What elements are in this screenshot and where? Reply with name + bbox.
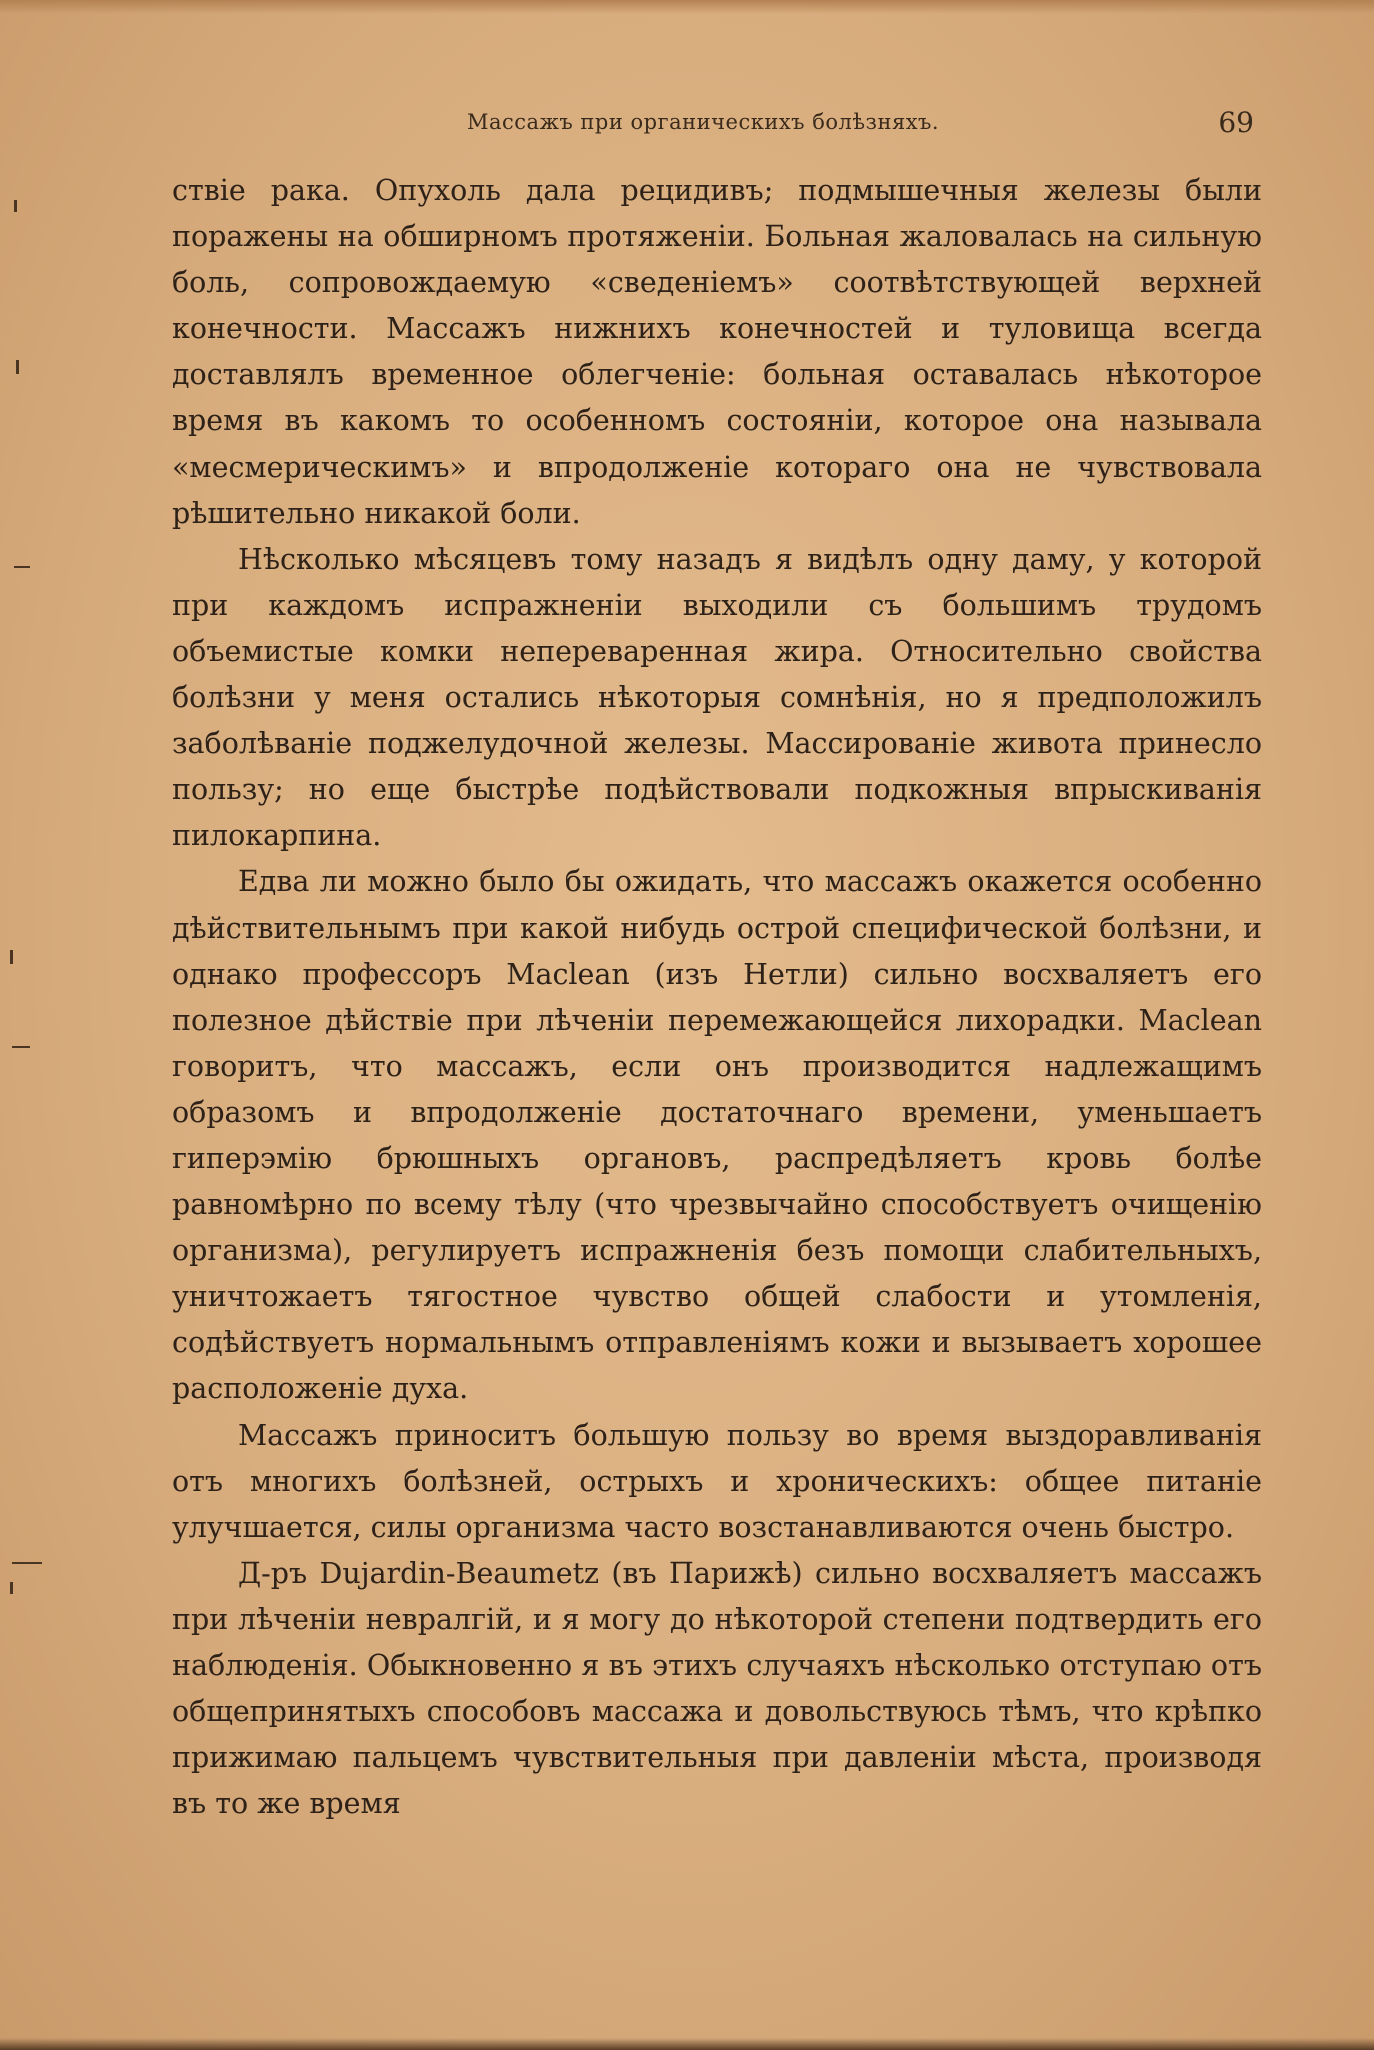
page-header [172,108,1262,142]
paragraph: Нѣсколько мѣсяцевъ тому назадъ я видѣлъ одну даму, у которой при каждомъ испражненіи выходили съ большимъ трудомъ объемистые комки непереваренная жира. Относительно свойства болѣзни у меня остались нѣкоторыя сомнѣнія, но я предположилъ заболѣваніе поджелудочной железы. Массированіе живота принесло пользу; но еще быстрѣе подѣйствовали подкожныя впрыскиванія пилокарпина. [172,542,1262,853]
margin-mark [12,1562,42,1564]
paragraph: Д-ръ Dujardin-Beaumetz (въ Парижѣ) сильно восхваляетъ массажъ при лѣченіи невралгій, и я могу до нѣкоторой степени подтвердить его наблюденія. Обыкновенно я въ этихъ случаяхъ нѣсколько отступаю отъ общепринятыхъ способовъ массажа и довольствуюсь тѣмъ, что крѣпко прижимаю пальцемъ чувствительныя при давленіи мѣста, производя въ то же время [172,1556,1262,1821]
margin-mark [10,950,13,964]
page-number: 69 [1218,106,1254,139]
body-text [172,168,1262,1827]
margin-mark [14,200,17,212]
paragraph: Массажъ приноситъ большую пользу во время выздоравливанія отъ многихъ болѣзней, острыхъ и хроническихъ: общее питаніе улучшается, силы организма часто возстанавливаются очень быстро. [172,1418,1262,1544]
margin-mark [10,1582,13,1594]
page-top-edge [0,0,1374,14]
paragraph: Едва ли можно было бы ожидать, что массажъ окажется особенно дѣйствительнымъ при какой нибудь острой специфической болѣзни, и однако профессоръ Maclean (изъ Нетли) сильно восхваляетъ его полезное дѣйствіе при лѣченіи перемежающейся лихорадки. Maclean говоритъ, что массажъ, если онъ производится надлежащимъ образомъ и впродолженіе достаточнаго времени, уменьшаетъ гиперэмію брюшныхъ органовъ, распредѣляетъ кровь болѣе равномѣрно по всему тѣлу (что чрезвычайно способствуетъ очищенію организма), регулируетъ испражненія безъ помощи слабительныхъ, уничтожаетъ тягостное чувство общей слабости и утомленія, содѣйствуетъ нормальнымъ отправленіямъ кожи и вызываетъ хорошее расположеніе духа. [172,865,1262,1406]
margin-mark [14,566,30,568]
margin-mark [16,360,19,374]
running-title: Массажъ при органическихъ болѣзняхъ. [467,110,940,134]
paragraph-continued: ствіе рака. Опухоль дала рецидивъ; подмышечныя железы были поражены на обширномъ протяженіи. Больная жаловалась на сильную боль, сопровождаемую «сведеніемъ» соотвѣтствующей верхней конечности. Массажъ нижнихъ конечностей и туловища всегда доставлялъ временное облегченіе: больная оставалась нѣкоторое время въ какомъ то особенномъ состояніи, которое она называла «месмерическимъ» и впродолженіе котораго она не чувствовала рѣшительно никакой боли. [172,174,1262,530]
margin-mark [12,1046,30,1048]
page-bottom-edge [0,2038,1374,2050]
